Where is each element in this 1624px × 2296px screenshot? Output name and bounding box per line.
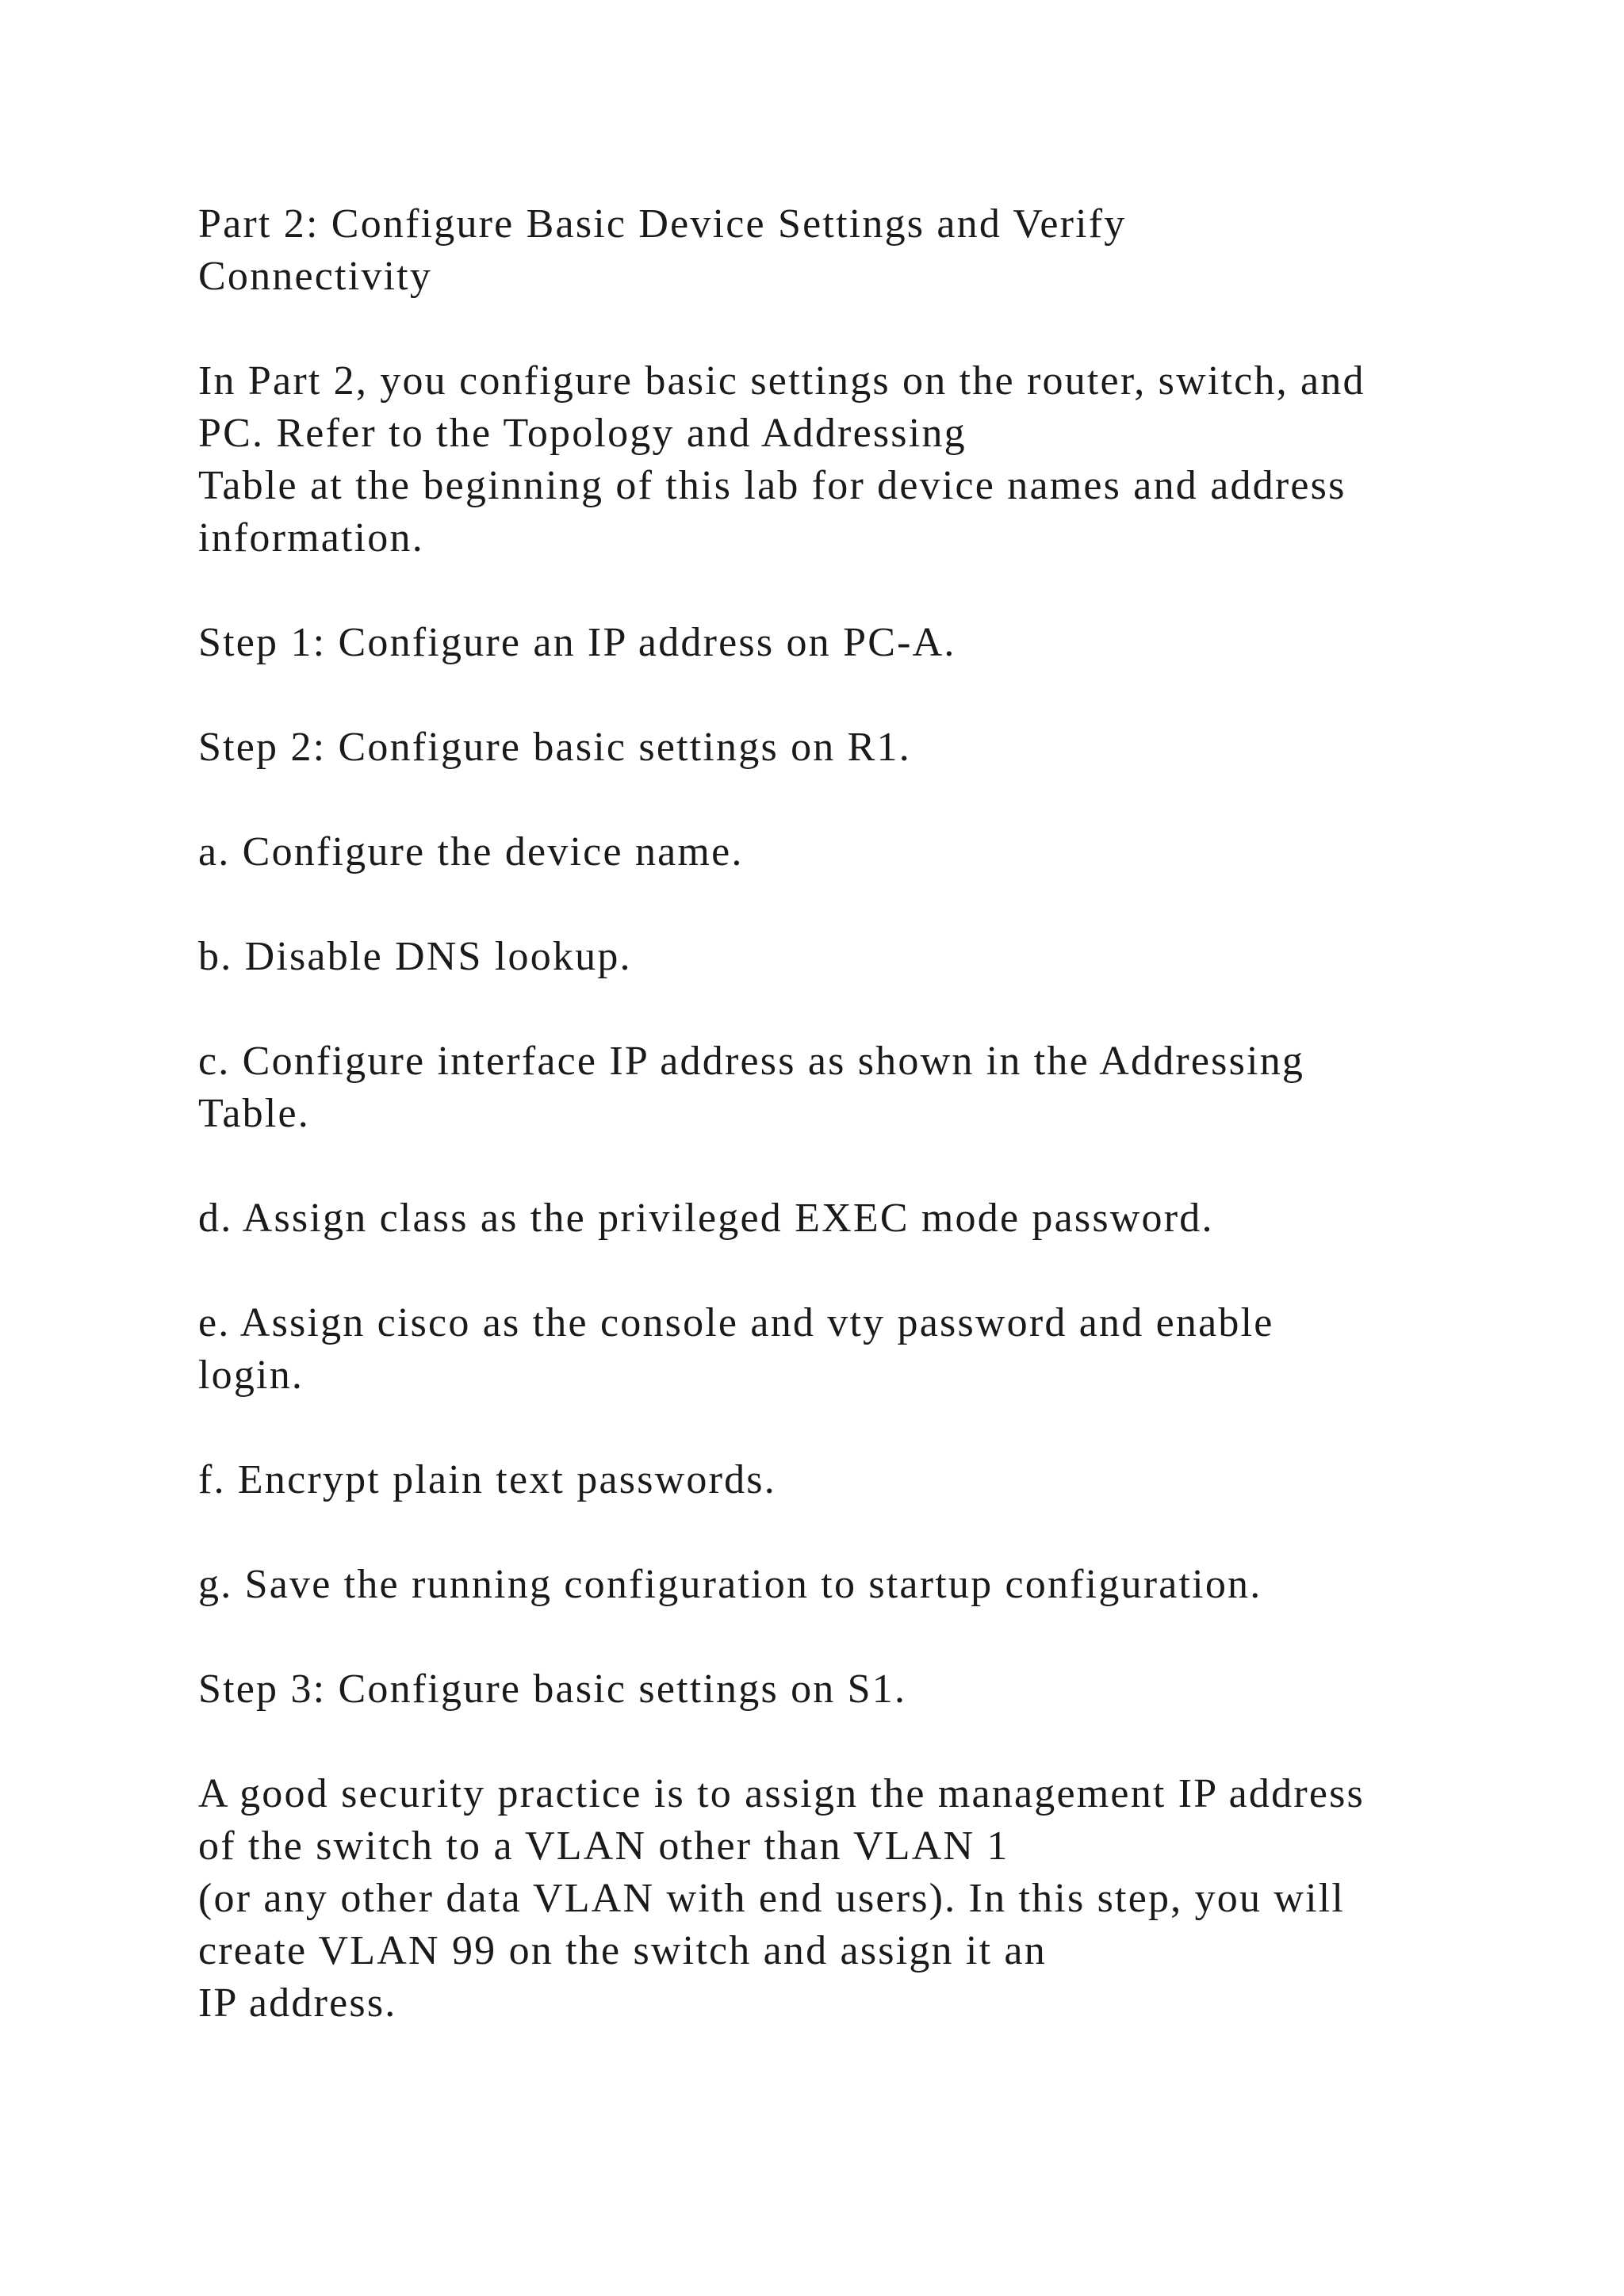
text-line: c. Configure interface IP address as shown in the Addressing: [198, 1039, 1305, 1084]
substep-c: [198, 1035, 1546, 1140]
text-line: of the switch to a VLAN other than VLAN 1: [198, 1823, 1009, 1869]
step-3-heading: [198, 1663, 1546, 1716]
text-line: IP address.: [198, 1980, 397, 2026]
substep-e: [198, 1297, 1546, 1402]
text-line: Table.: [198, 1091, 310, 1136]
substep-g: [198, 1559, 1546, 1611]
substep-f: [198, 1454, 1546, 1506]
text-line: Table at the beginning of this lab for device names and address: [198, 463, 1346, 508]
text-line: Step 2: Configure basic settings on R1.: [198, 725, 911, 770]
step-1-heading: [198, 617, 1546, 669]
document-body: [198, 198, 1546, 2082]
text-line: f. Encrypt plain text passwords.: [198, 1457, 776, 1502]
text-line: (or any other data VLAN with end users). In this step, you will: [198, 1876, 1346, 1921]
text-line: information.: [198, 515, 424, 561]
text-line: a. Configure the device name.: [198, 829, 744, 874]
text-line: A good security practice is to assign the management IP address: [198, 1771, 1365, 1816]
text-line: In Part 2, you configure basic settings on the router, switch, and: [198, 358, 1365, 404]
text-line: d. Assign class as the privileged EXEC mode password.: [198, 1196, 1214, 1241]
text-line: g. Save the running configuration to startup configuration.: [198, 1562, 1262, 1607]
text-line: Step 1: Configure an IP address on PC-A.: [198, 620, 956, 665]
text-line: b. Disable DNS lookup.: [198, 934, 632, 979]
step-2-heading: [198, 721, 1546, 774]
text-line: Connectivity: [198, 254, 433, 299]
substep-a: [198, 826, 1546, 878]
security-paragraph: [198, 1768, 1546, 2030]
text-line: PC. Refer to the Topology and Addressing: [198, 411, 967, 456]
text-line: Step 3: Configure basic settings on S1.: [198, 1667, 907, 1712]
intro-paragraph: [198, 355, 1546, 564]
substep-b: [198, 931, 1546, 983]
part-heading: [198, 198, 1546, 303]
text-line: Part 2: Configure Basic Device Settings and Verify: [198, 201, 1127, 247]
text-line: e. Assign cisco as the console and vty password and enable: [198, 1300, 1274, 1345]
text-line: create VLAN 99 on the switch and assign it an: [198, 1928, 1047, 1973]
substep-d: [198, 1192, 1546, 1245]
text-line: login.: [198, 1353, 304, 1398]
